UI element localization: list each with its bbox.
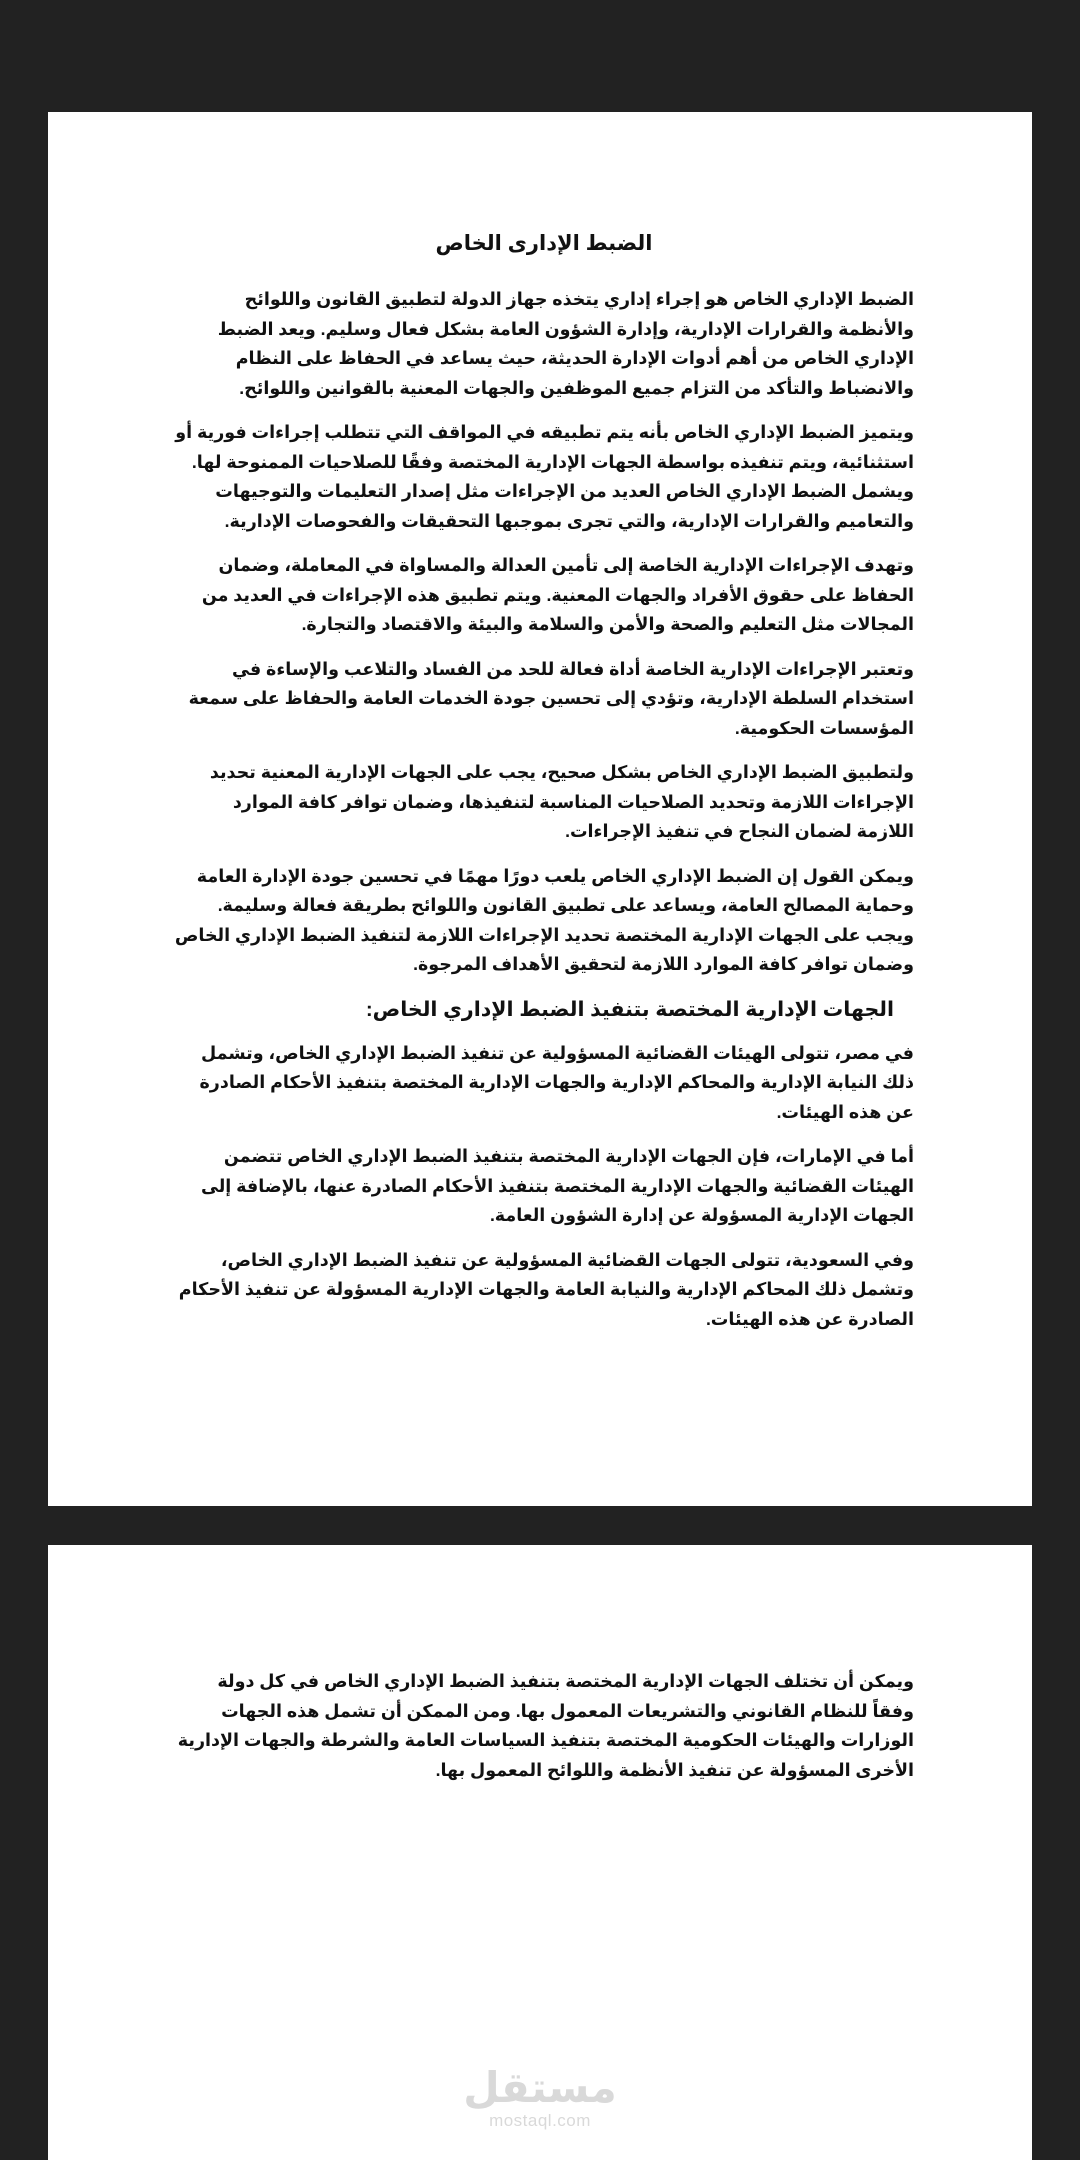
paragraph: وفي السعودية، تتولى الجهات القضائية المسؤولية عن تنفيذ الضبط الإداري الخاص، وتشمل ذلك المحاكم الإدارية والنيابة العامة والجهات الإدارية المسؤولة عن تنفيذ الأحكام الصادرة عن هذه الهيئات. — [178, 1249, 914, 1329]
watermark-domain: mostaql.com — [489, 2111, 591, 2130]
document-page-2 — [48, 1545, 1032, 2160]
paragraph: ويمكن أن تختلف الجهات الإدارية المختصة بتنفيذ الضبط الإداري الخاص في كل دولة وفقاً للنظام القانوني والتشريعات المعمول بها. ومن الممكن أن تشمل هذه الجهات الوزارات والهيئات الحكومية المختصة بتنفيذ السياسات العامة والشرطة والجهات الإدارية الأخرى المسؤولة عن تنفيذ الأنظمة واللوائح المعمول بها. — [177, 1671, 914, 1780]
paragraph: ولتطبيق الضبط الإداري الخاص بشكل صحيح، يجب على الجهات الإدارية المعنية تحديد الإجراءات اللازمة وتحديد الصلاحيات المناسبة لتنفيذها، وضمان توافر كافة الموارد اللازمة لضمان النجاح في تنفيذ الإجراءات. — [209, 762, 914, 841]
section-heading: الجهات الإدارية المختصة بتنفيذ الضبط الإداري الخاص: — [365, 997, 894, 1021]
paragraph: أما في الإمارات، فإن الجهات الإدارية المختصة بتنفيذ الضبط الإداري الخاص تتضمن الهيئات القضائية والجهات الإدارية المختصة بتنفيذ الأحكام الصادرة عنها، بالإضافة إلى الجهات الإدارية المسؤولة عن إدارة الشؤون العامة. — [200, 1146, 914, 1225]
page-1-content — [174, 229, 914, 1349]
paragraph: في مصر، تتولى الهيئات القضائية المسؤولية عن تنفيذ الضبط الإداري الخاص، وتشمل ذلك النيابة الإدارية والمحاكم الإدارية والجهات الإدارية المختصة بتنفيذ الأحكام الصادرة عن هذه الهيئات. — [199, 1042, 914, 1122]
document-title: الضبط الإدارى الخاص — [435, 232, 653, 255]
paragraph: ويمكن القول إن الضبط الإداري الخاص يلعب دورًا مهمًا في تحسين جودة الإدارة العامة وحماية المصالح العامة، ويساعد على تطبيق القانون واللوائح بطريقة فعالة وسليمة. ويجب على الجهات الإدارية المختصة تحديد الإجراءات اللازمة لتنفيذ الضبط الإداري الخاص وضمان توافر كافة الموارد اللازمة لتحقيق الأهداف المرجوة. — [174, 865, 914, 974]
page-2-content — [174, 1667, 914, 1800]
watermark — [48, 2065, 1032, 2131]
paragraph: ويتميز الضبط الإداري الخاص بأنه يتم تطبيقه في المواقف التي تتطلب إجراءات فورية أو استثنائية، ويتم تنفيذه بواسطة الجهات الإدارية المختصة وفقًا للصلاحيات الممنوحة لها. ويشمل الضبط الإداري الخاص العديد من الإجراءات مثل إصدار التعليمات والتوجيهات والتعاميم والقرارات الإدارية، والتي تجرى بموجبها التحقيقات والفحوصات الإدارية. — [175, 422, 914, 531]
document-page-1 — [48, 112, 1032, 1506]
watermark-logo: مستقل — [463, 2063, 617, 2112]
paragraph: وتهدف الإجراءات الإدارية الخاصة إلى تأمين العدالة والمساواة في المعاملة، وضمان الحفاظ على حقوق الأفراد والجهات المعنية. ويتم تطبيق هذه الإجراءات في العديد من المجالات مثل التعليم والصحة والأمن والسلامة والبيئة والاقتصاد والتجارة. — [201, 555, 914, 634]
paragraph: وتعتبر الإجراءات الإدارية الخاصة أداة فعالة للحد من الفساد والتلاعب والإساءة في استخدام السلطة الإدارية، وتؤدي إلى تحسين جودة الخدمات العامة والحفاظ على سمعة المؤسسات الحكومية. — [188, 658, 914, 738]
paragraph: الضبط الإداري الخاص هو إجراء إداري يتخذه جهاز الدولة لتطبيق القانون واللوائح والأنظمة والقرارات الإدارية، وإدارة الشؤون العامة بشكل فعال وسليم. ويعد الضبط الإداري الخاص من أهم أدوات الإدارة الحديثة، حيث يساعد في الحفاظ على النظام والانضباط والتأكد من التزام جميع الموظفين والجهات المعنية بالقوانين واللوائح. — [217, 289, 914, 398]
